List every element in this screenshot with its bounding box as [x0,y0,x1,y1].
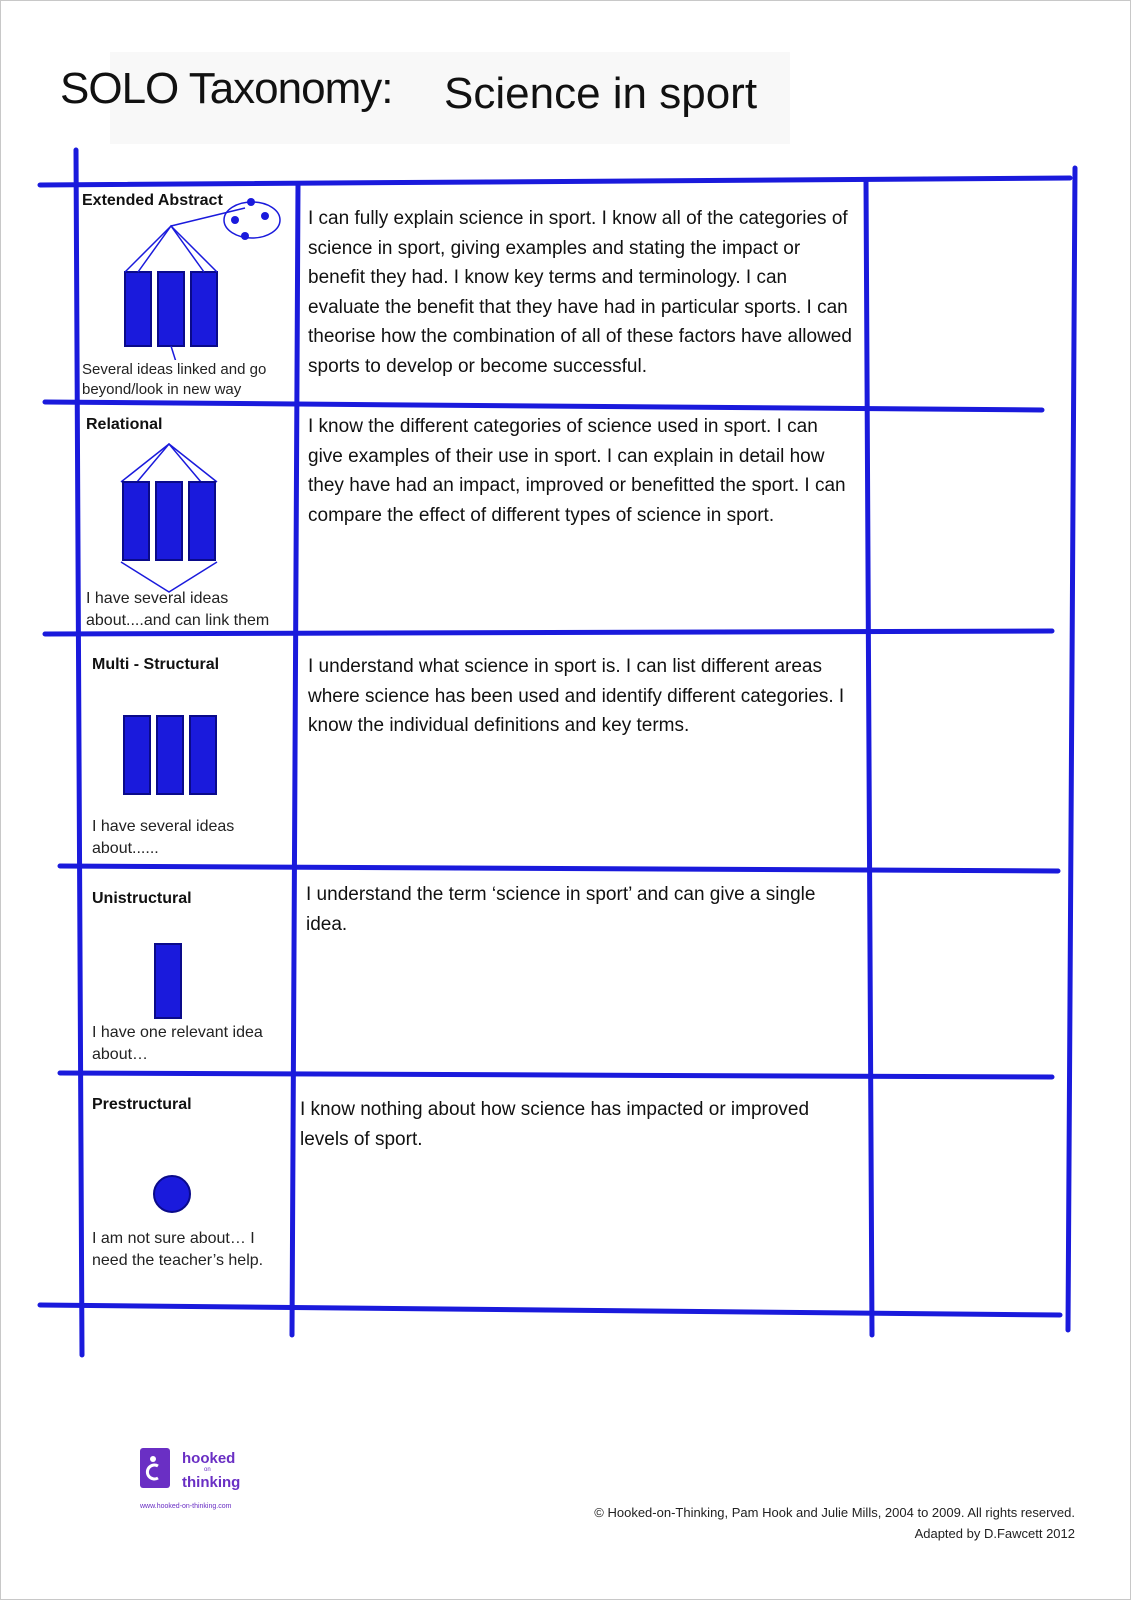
hooked-on-thinking-logo [140,1448,280,1518]
level-caption-relational: I have several ideas about....and can link them [86,590,270,629]
level-label-prestructural: Prestructural [92,1096,192,1113]
level-description-multi-structural: I understand what science in sport is. I can list different areas where science has been used and identify different categories. I know the individual definitions and key terms. [308,656,845,736]
level-description-prestructural: I know nothing about how science has impacted or improved levels of sport. [300,1099,810,1150]
level-caption-unistructural: I have one relevant idea about… [92,1024,263,1063]
page-title: SOLO Taxonomy: [60,64,393,113]
logo-mark-icon [140,1448,170,1488]
level-description-extended-abstract: I can fully explain science in sport. I know all of the categories of science in sport, giving examples and stating the impact or benefit they had. I know key terms and terminology. I can evaluate the benefit that they have had in particular sports. I can theorise how the combination of all of these factors have allowed sports to develop or become successful. [308,208,852,377]
extended-abstract-icon [115,190,295,360]
multi-structural-icon [118,712,228,802]
grid-line-top [40,178,1070,185]
level-caption-multi-structural: I have several ideas about...... [92,818,235,857]
level-label-multi-structural: Multi - Structural [92,656,220,673]
grid-line-4 [60,1073,1052,1077]
grid-line-bottom [40,1305,1060,1315]
logo-text-thinking: thinking [182,1474,241,1491]
logo-text-on: on [204,1467,211,1473]
footer-adapted: Adapted by D.Fawcett 2012 [914,1526,1075,1541]
logo-url: www.hooked-on-thinking.com [140,1503,232,1510]
level-label-unistructural: Unistructural [92,890,192,907]
level-caption-prestructural: I am not sure about… I need the teacher’s help. [92,1230,264,1269]
level-description-relational: I know the different categories of science used in sport. I can give examples of their use in sport. I can explain in detail how they have had an impact, improved or benefitted the sport. I can compare the effect of different types of science in sport. [308,416,846,526]
page-subtitle: Science in sport [444,69,758,118]
prestructural-icon [150,1172,196,1218]
relational-icon [115,440,230,600]
level-description-unistructural: I understand the term ‘science in sport’ and can give a single idea. [306,884,816,935]
grid-line-3 [60,866,1058,871]
grid-line-v1 [76,150,82,1355]
footer-copyright: © Hooked-on-Thinking, Pam Hook and Julie Mills, 2004 to 2009. All rights reserved. [594,1505,1075,1520]
level-label-extended-abstract: Extended Abstract [82,192,223,209]
level-caption-extended-abstract: Several ideas linked and go beyond/look in new way [82,361,267,398]
logo-text-hooked: hooked [182,1450,236,1467]
unistructural-icon [150,942,190,1022]
grid-line-v3 [866,180,872,1335]
grid-line-1 [45,402,1042,410]
grid-line-v4 [1068,168,1075,1330]
level-label-relational: Relational [86,416,163,433]
